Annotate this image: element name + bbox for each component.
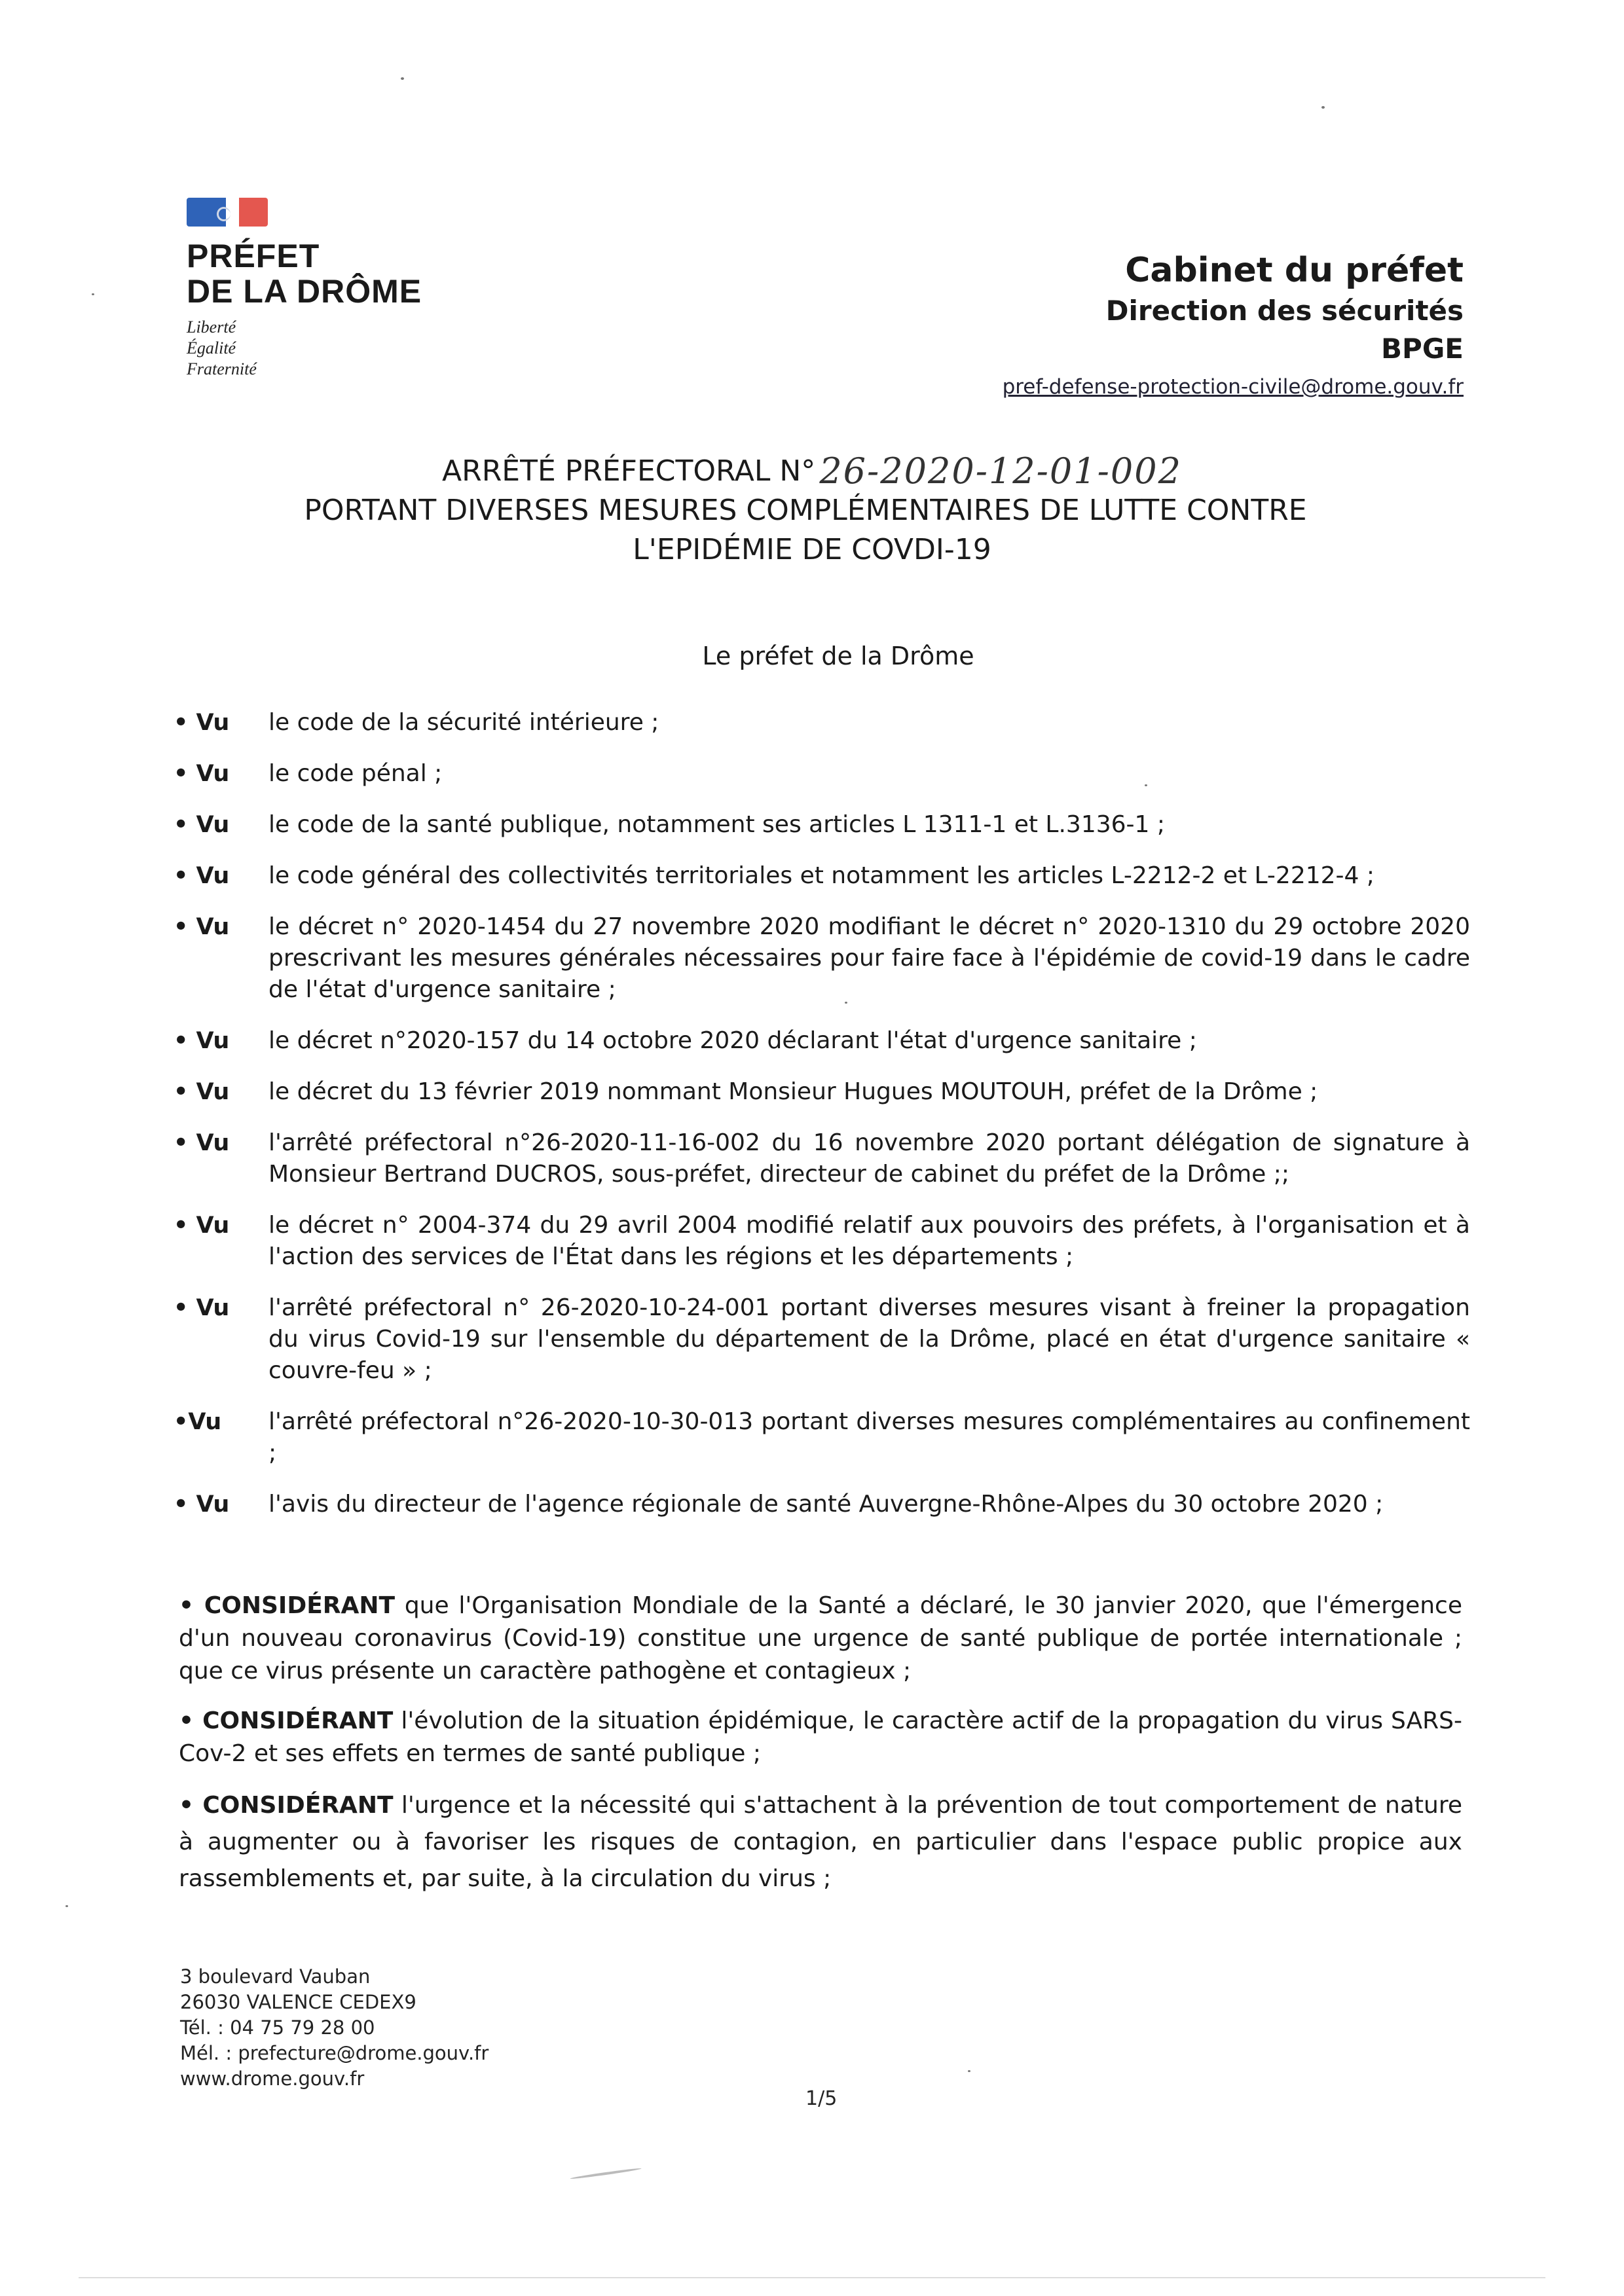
scan-speck	[92, 293, 94, 295]
scan-speck	[570, 2167, 641, 2179]
considerant-label: • CONSIDÉRANT	[179, 1592, 396, 1619]
vu-text: l'arrêté préfectoral n°26-2020-10-30-013 portant diverses mesures complémentaires au confinement ;	[268, 1408, 1470, 1467]
list-item	[174, 860, 1470, 892]
prefecture-logo	[187, 195, 449, 380]
vu-text: l'arrêté préfectoral n° 26-2020-10-24-001 portant diverses mesures visant à freiner la propagation du virus Covid-19 sur l'ensemble du département de la Drôme, placé en état d'urgence sanitaire « couvre-feu » ;	[268, 1294, 1470, 1384]
footer-street: 3 boulevard Vauban	[180, 1965, 371, 1988]
page-number: 1/5	[805, 2087, 838, 2110]
vu-mark: • Vu	[174, 761, 230, 787]
scan-speck	[79, 2277, 1545, 2278]
considerant-label: • CONSIDÉRANT	[179, 1707, 394, 1734]
list-item	[174, 1292, 1470, 1387]
considerant-item	[179, 1705, 1462, 1770]
motto-liberte: Liberté	[187, 318, 236, 337]
vu-mark: • Vu	[174, 1130, 230, 1156]
office-email-link[interactable]: pref-defense-protection-civile@drome.gouv.fr	[1002, 375, 1464, 399]
scan-speck	[1321, 106, 1325, 109]
authority-line: Le préfet de la Drôme	[702, 642, 974, 670]
footer-city: 26030 VALENCE CEDEX9	[180, 1991, 416, 2013]
vu-text: le décret n°2020-157 du 14 octobre 2020 déclarant l'état d'urgence sanitaire ;	[268, 1027, 1197, 1054]
office-block	[1003, 249, 1464, 402]
considerant-item	[179, 1787, 1462, 1897]
list-item	[174, 1076, 1470, 1108]
list-item	[174, 809, 1470, 841]
marianne-flag-icon	[187, 195, 449, 229]
decree-title-line3: L'EPIDÉMIE DE COVDI-19	[633, 533, 991, 566]
decree-title-prefix: ARRÊTÉ PRÉFECTORAL N°	[442, 454, 816, 488]
vu-mark: • Vu	[174, 1028, 230, 1054]
vu-text: le code général des collectivités territoriales et notamment les articles L-2212-2 et L-2212-4 ;	[268, 862, 1375, 889]
vu-text: le code de la sécurité intérieure ;	[268, 709, 659, 736]
office-direction: Direction des sécurités	[1105, 295, 1464, 327]
list-item	[174, 1025, 1470, 1057]
decree-title	[0, 452, 1624, 570]
logo-title-line1: PRÉFET	[187, 238, 320, 274]
vu-mark: • Vu	[174, 1295, 230, 1321]
decree-title-line1	[442, 452, 1182, 491]
footer-website[interactable]: www.drome.gouv.fr	[180, 2068, 365, 2090]
vu-mark: • Vu	[174, 812, 230, 838]
vu-mark: • Vu	[174, 1212, 230, 1239]
office-name: Cabinet du préfet	[1125, 251, 1464, 290]
scan-speck	[968, 2070, 970, 2072]
scan-speck	[845, 1002, 847, 1004]
list-item	[174, 1489, 1470, 1520]
scan-speck	[65, 1905, 68, 1907]
considerant-item	[179, 1590, 1462, 1688]
decree-number-handwritten: 26-2020-12-01-002	[819, 450, 1182, 492]
vu-mark: • Vu	[174, 914, 230, 940]
list-item	[174, 1210, 1470, 1273]
considerant-text: l'urgence et la nécessité qui s'attachent à la prévention de tout comportement de nature à augmenter ou à favoriser les risques de contagion, en particulier dans l'espace public propice aux rassemblements et, par suite, à la circulation du virus ;	[179, 1792, 1462, 1892]
republic-motto	[187, 317, 449, 380]
decree-title-line2: PORTANT DIVERSES MESURES COMPLÉMENTAIRES DE LUTTE CONTRE	[304, 494, 1307, 527]
vu-mark: • Vu	[174, 1079, 230, 1105]
list-item	[174, 707, 1470, 738]
vu-text: le code pénal ;	[268, 760, 443, 787]
vu-mark: • Vu	[174, 863, 230, 889]
considerant-list	[179, 1590, 1462, 1914]
footer-email[interactable]: Mél. : prefecture@drome.gouv.fr	[180, 2042, 489, 2064]
vu-mark: • Vu	[174, 1491, 230, 1518]
list-item	[174, 758, 1470, 790]
vu-mark: •Vu	[174, 1409, 222, 1435]
considerant-text: que l'Organisation Mondiale de la Santé a déclaré, le 30 janvier 2020, que l'émergence d'un nouveau coronavirus (Covid-19) constitue une urgence de santé publique de portée internationale ; que ce virus présente un caractère pathogène et contagieux ;	[179, 1592, 1462, 1685]
vu-mark: • Vu	[174, 710, 230, 736]
vu-text: le décret du 13 février 2019 nommant Monsieur Hugues MOUTOUH, préfet de la Drôme ;	[268, 1078, 1318, 1105]
motto-fraternite: Fraternité	[187, 359, 257, 378]
scan-speck	[1145, 784, 1147, 786]
vu-text: l'avis du directeur de l'agence régionale de santé Auvergne-Rhône-Alpes du 30 octobre 2020 ;	[268, 1491, 1384, 1518]
footer-phone: Tél. : 04 75 79 28 00	[180, 2016, 375, 2039]
office-bureau: BPGE	[1381, 333, 1464, 365]
logo-title-line2: DE LA DRÔME	[187, 273, 422, 310]
scan-speck	[401, 77, 404, 80]
considerant-label: • CONSIDÉRANT	[179, 1792, 394, 1819]
vu-text: le code de la santé publique, notamment ses articles L 1311-1 et L.3136-1 ;	[268, 811, 1166, 838]
vu-text: le décret n° 2020-1454 du 27 novembre 2020 modifiant le décret n° 2020-1310 du 29 octobre 2020 prescrivant les mesures générales nécessaires pour faire face à l'épidémie de covid-19 dans le cadre de l'état d'urgence sanitaire ;	[268, 913, 1470, 1003]
vu-list	[174, 707, 1470, 1540]
list-item	[174, 1127, 1470, 1190]
vu-text: le décret n° 2004-374 du 29 avril 2004 modifié relatif aux pouvoirs des préfets, à l'organisation et à l'action des services de l'État dans les régions et les départements ;	[268, 1212, 1470, 1270]
list-item	[174, 1406, 1470, 1469]
vu-text: l'arrêté préfectoral n°26-2020-11-16-002 du 16 novembre 2020 portant délégation de signature à Monsieur Bertrand DUCROS, sous-préfet, directeur de cabinet du préfet de la Drôme ;;	[268, 1129, 1470, 1188]
motto-egalite: Égalité	[187, 338, 236, 357]
footer-address	[180, 1964, 489, 2092]
considerant-text: l'évolution de la situation épidémique, le caractère actif de la propagation du virus SARS-Cov-2 et ses effets en termes de santé publique ;	[179, 1707, 1462, 1767]
list-item	[174, 911, 1470, 1006]
